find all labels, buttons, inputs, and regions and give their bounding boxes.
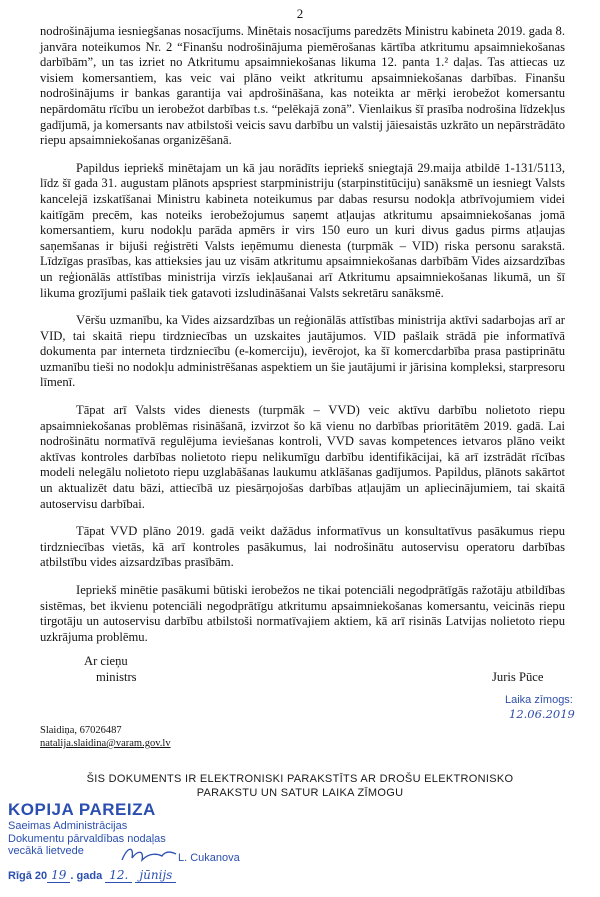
contact-email: natalija.slaidina@varam.gov.lv	[40, 738, 171, 749]
paragraph-1: nodrošinājuma iesniegšanas nosacījums. Minētais nosacījums paredzēts Ministru kabineta 2019. gada 8. janvāra noteikumos Nr. 2 “Finanšu nodrošinājuma piemērošanas kārtība atkritumu apsaimniekošanas darbībām”, un tas izriet no Atkritumu apsaimniekošanas likuma 12. panta 1.² daļas. Tas attiecas uz visiem komersantiem, kas veic vai plāno veikt atkritumu apsaimniekošanas darbības. Finanšu nodrošinājums ir bankas garantija vai apdrošināšana, kas noteikta ar mērķi ierobežot komersantu nepārdomātu rīcību un ierobežot darbības t.s. “pelēkajā zonā”. Vienlaikus šī prasība nodrošina līdzekļus gadījumā, ja komersants nav atbilstoši veicis savu darbību un valstij jāiesaistās uzkrāto un nepārstrādāto riepu apsaimniekošanas organizēšanā.	[40, 24, 565, 148]
timestamp-date: 12.06.2019	[509, 707, 575, 721]
timestamp-label: Laika zīmogs:	[505, 694, 573, 706]
handwritten-signature	[118, 844, 178, 866]
e-sign-notice-line1: ŠIS DOKUMENTS IR ELEKTRONISKI PARAKSTĪTS AR DROŠU ELEKTRONISKO	[86, 773, 514, 785]
copy-stamp-day: 12.	[105, 868, 132, 883]
e-sign-notice	[0, 772, 600, 800]
copy-certification-stamp	[8, 800, 308, 882]
page-number: 2	[296, 6, 304, 21]
paragraph-2: Papildus iepriekš minētajam un kā jau norādīts iepriekš sniegtajā 29.maija atbildē 1-131/5113, līdz šī gada 31. augustam plānots apspriest starpministriju (starpinstitūciju) sanāksmē un iesniegt Valsts kancelejā izskatīšanai Ministru kabineta noteikumus par dabas resursu nodokļa atbrīvojumiem videi kaitīgām precēm, kas noteiks ierobežojumus saņemt atļaujas atkritumu apsaimniekošanas jomā komersantiem, kuru nodokļu parāda apmērs ir virs 150 euro un kuri divus gadus pirms atļaujas saņemšanas ir bijuši reģistrēti Valsts ieņēmumu dienesta (turpmāk – VID) riska personu sarakstā. Līdzīgas prasības, kas attieksies jau uz visām atkritumu apsaimniekošanas darbībām Vides aizsardzības un reģionālās attīstības ministrija virzīs iekļaušanai arī Atkritumu apsaimniekošanas likumā, un šī likuma grozījumi pašlaik tiek gatavoti izsludināšanai Valsts sekretāru sanāksmē.	[40, 160, 565, 300]
contact-name-phone: Slaidiņa, 67026487	[40, 725, 122, 736]
copy-stamp-month: jūnijs	[135, 868, 176, 883]
paragraph-6: Iepriekš minētie pasākumi būtiski ierobežos ne tikai potenciāli negodprātīgās ražotāju atbildības sistēmas, bet ikvienu potenciāli negodprātīgu atkritumu apsaimniekošanas komersantu, veicinās riepu tirgotāju un autoservisu darbību atbilstoši normatīvajiem aktiem, kā arī risinās Latvijas nolietoto riepu uzkrājuma problēmu.	[40, 583, 565, 644]
copy-stamp-line2: Dokumentu pārvaldības nodaļas	[8, 832, 166, 845]
signer-name: Juris Pūce	[492, 670, 544, 684]
copy-stamp-name: L. Cukanova	[178, 852, 240, 864]
e-sign-notice-line2: PARAKSTU UN SATUR LAIKA ZĪMOGU	[196, 787, 404, 799]
paragraph-4: Tāpat arī Valsts vides dienests (turpmāk – VVD) veic aktīvu darbību nolietoto riepu apsaimniekošanas problēmas risināšanā, izvirzot šo kā vienu no darbības prioritātēm 2019. gadā. Lai nodrošinātu normatīvā regulējuma ieviešanas kontroli, VVD savas kompetences ietvaros plāno veikt aktīvas kontroles darbības nolietoto riepu nelikumīgu darbību identifikācijai, kā arī izstrādāt rīcības modeli nelegālu nolietoto riepu uzglabāšanas laukumu atklāšanas gadījumos. Papildus, plānots sakārtot un aktualizēt datu bāzi, attiecībā uz piesārņojošas darbības atļaujām un apliecinājumiem, tai skaitā autoservisu darbībai.	[40, 403, 565, 511]
closing-title: ministrs	[96, 669, 137, 684]
paragraph-3: Vēršu uzmanību, ka Vides aizsardzības un reģionālās attīstības ministrija aktīvi sadarbojas arī ar VID, tai skaitā riepu tirdzniecības un uzskaites jautājumos. VID pašlaik strādā pie informatīvā dokumenta par interneta tirdzniecību (e-komerciju), ievērojot, ka šī komercdarbība prasa pastiprinātu uzmanību tieši no nodokļu administrēšanas aspektiem un šie jautājumi ir jārisina kompleksi, starpresoru līmenī.	[40, 313, 565, 390]
closing-salutation: Ar cieņu	[84, 654, 128, 668]
contact-block	[40, 724, 171, 750]
copy-stamp-date-line	[8, 868, 176, 882]
copy-stamp-title: KOPIJA PAREIZA	[8, 800, 156, 819]
paragraph-5: Tāpat VVD plāno 2019. gadā veikt dažādus informatīvus un konsultatīvus pasākumus riepu tirdzniecības vietās, kā arī kontroles pasākumus, lai nodrošinātu autoservisu operatoru darbības atbilstību vides aizsardzības prasībām.	[40, 524, 565, 570]
copy-stamp-gada: . gada	[70, 870, 103, 882]
copy-stamp-line1: Saeimas Administrācijas	[8, 820, 128, 832]
copy-stamp-riga: Rīgā 20	[8, 870, 48, 882]
letter-body	[40, 24, 565, 657]
timestamp-stamp	[505, 694, 575, 721]
copy-stamp-year: 19	[47, 868, 70, 883]
closing-block	[84, 654, 137, 685]
copy-stamp-line3: vecākā lietvede	[8, 845, 84, 857]
